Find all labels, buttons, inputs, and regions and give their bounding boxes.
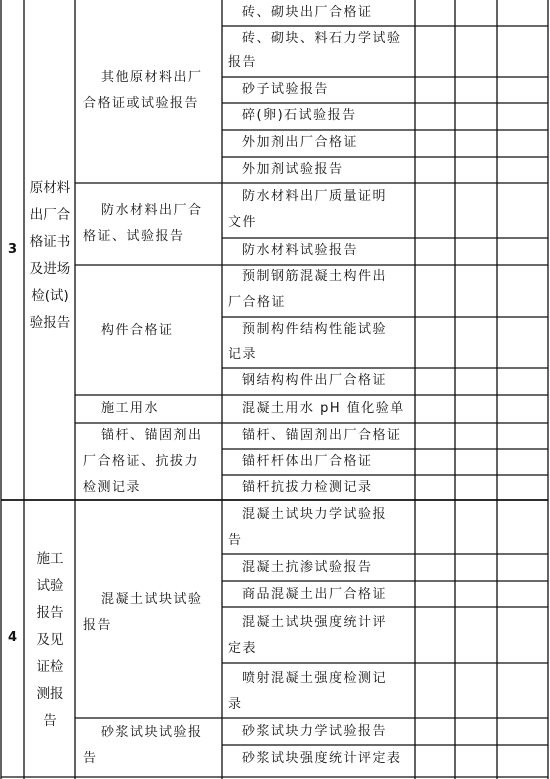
- item-cell: 预制钢筋混凝土构件出: [242, 269, 388, 284]
- item-cell: 防水材料出厂质量证明: [242, 189, 388, 204]
- category-label: 原材料 出厂合 格证书 及进场 检(试) 验报告: [29, 180, 71, 331]
- item-cell: 混凝土试块力学试验报: [242, 507, 388, 522]
- item-cell: 商品混凝土出厂合格证: [242, 587, 388, 602]
- item-cell: 砂子试验报告: [242, 82, 330, 97]
- item-cell: 定表: [228, 641, 258, 656]
- item-cell: 混凝土用水 pH 值化验单: [242, 401, 405, 416]
- item-cell: 碎(卵)石试验报告: [242, 108, 357, 123]
- item-cell: 厂合格证: [228, 295, 287, 310]
- item-cell: 混凝土试块强度统计评: [242, 615, 388, 630]
- item-cell: 录: [228, 697, 243, 712]
- item-cell: 文件: [228, 215, 258, 230]
- item-cell: 外加剂试验报告: [242, 162, 344, 177]
- item-cell: 告: [228, 533, 243, 548]
- item-cell: 锚杆杆体出厂合格证: [242, 454, 373, 469]
- item-cell: 砖、砌块、料石力学试验: [242, 31, 402, 46]
- group-label: 施工用水: [101, 401, 160, 416]
- group-label: 砂浆试块试验报 告: [83, 725, 203, 766]
- category-label: 施工 试验 报告 及见 证检 测报 告: [36, 551, 64, 729]
- row-number: 3: [8, 242, 18, 257]
- row-number: 4: [8, 630, 18, 645]
- group-label: 锚杆、锚固剂出 厂合格证、抗拔力 检测记录: [83, 428, 203, 495]
- group-label: 防水材料出厂合 格证、试验报告: [83, 203, 203, 244]
- item-cell: 报告: [228, 55, 258, 70]
- item-cell: 混凝土抗渗试验报告: [242, 560, 373, 575]
- item-cell: 喷射混凝土强度检测记: [242, 671, 388, 686]
- item-cell: 锚杆抗拔力检测记录: [242, 480, 373, 495]
- item-cell: 外加剂出厂合格证: [242, 135, 359, 150]
- item-cell: 砂浆试块强度统计评定表: [242, 751, 402, 766]
- item-cell: 记录: [228, 347, 258, 362]
- item-cell: 砂浆试块力学试验报告: [242, 724, 388, 739]
- item-cell: 防水材料试验报告: [242, 243, 359, 258]
- group-label: 其他原材料出厂 合格证或试验报告: [83, 70, 203, 111]
- item-cell: 砖、砌块出厂合格证: [242, 5, 373, 20]
- item-cell: 钢结构构件出厂合格证: [242, 373, 388, 388]
- item-cell: 锚杆、锚固剂出厂合格证: [242, 428, 402, 443]
- group-label: 混凝土试块试验 报告: [83, 592, 203, 633]
- group-label: 构件合格证: [101, 323, 174, 338]
- item-cell: 预制构件结构性能试验: [242, 322, 388, 337]
